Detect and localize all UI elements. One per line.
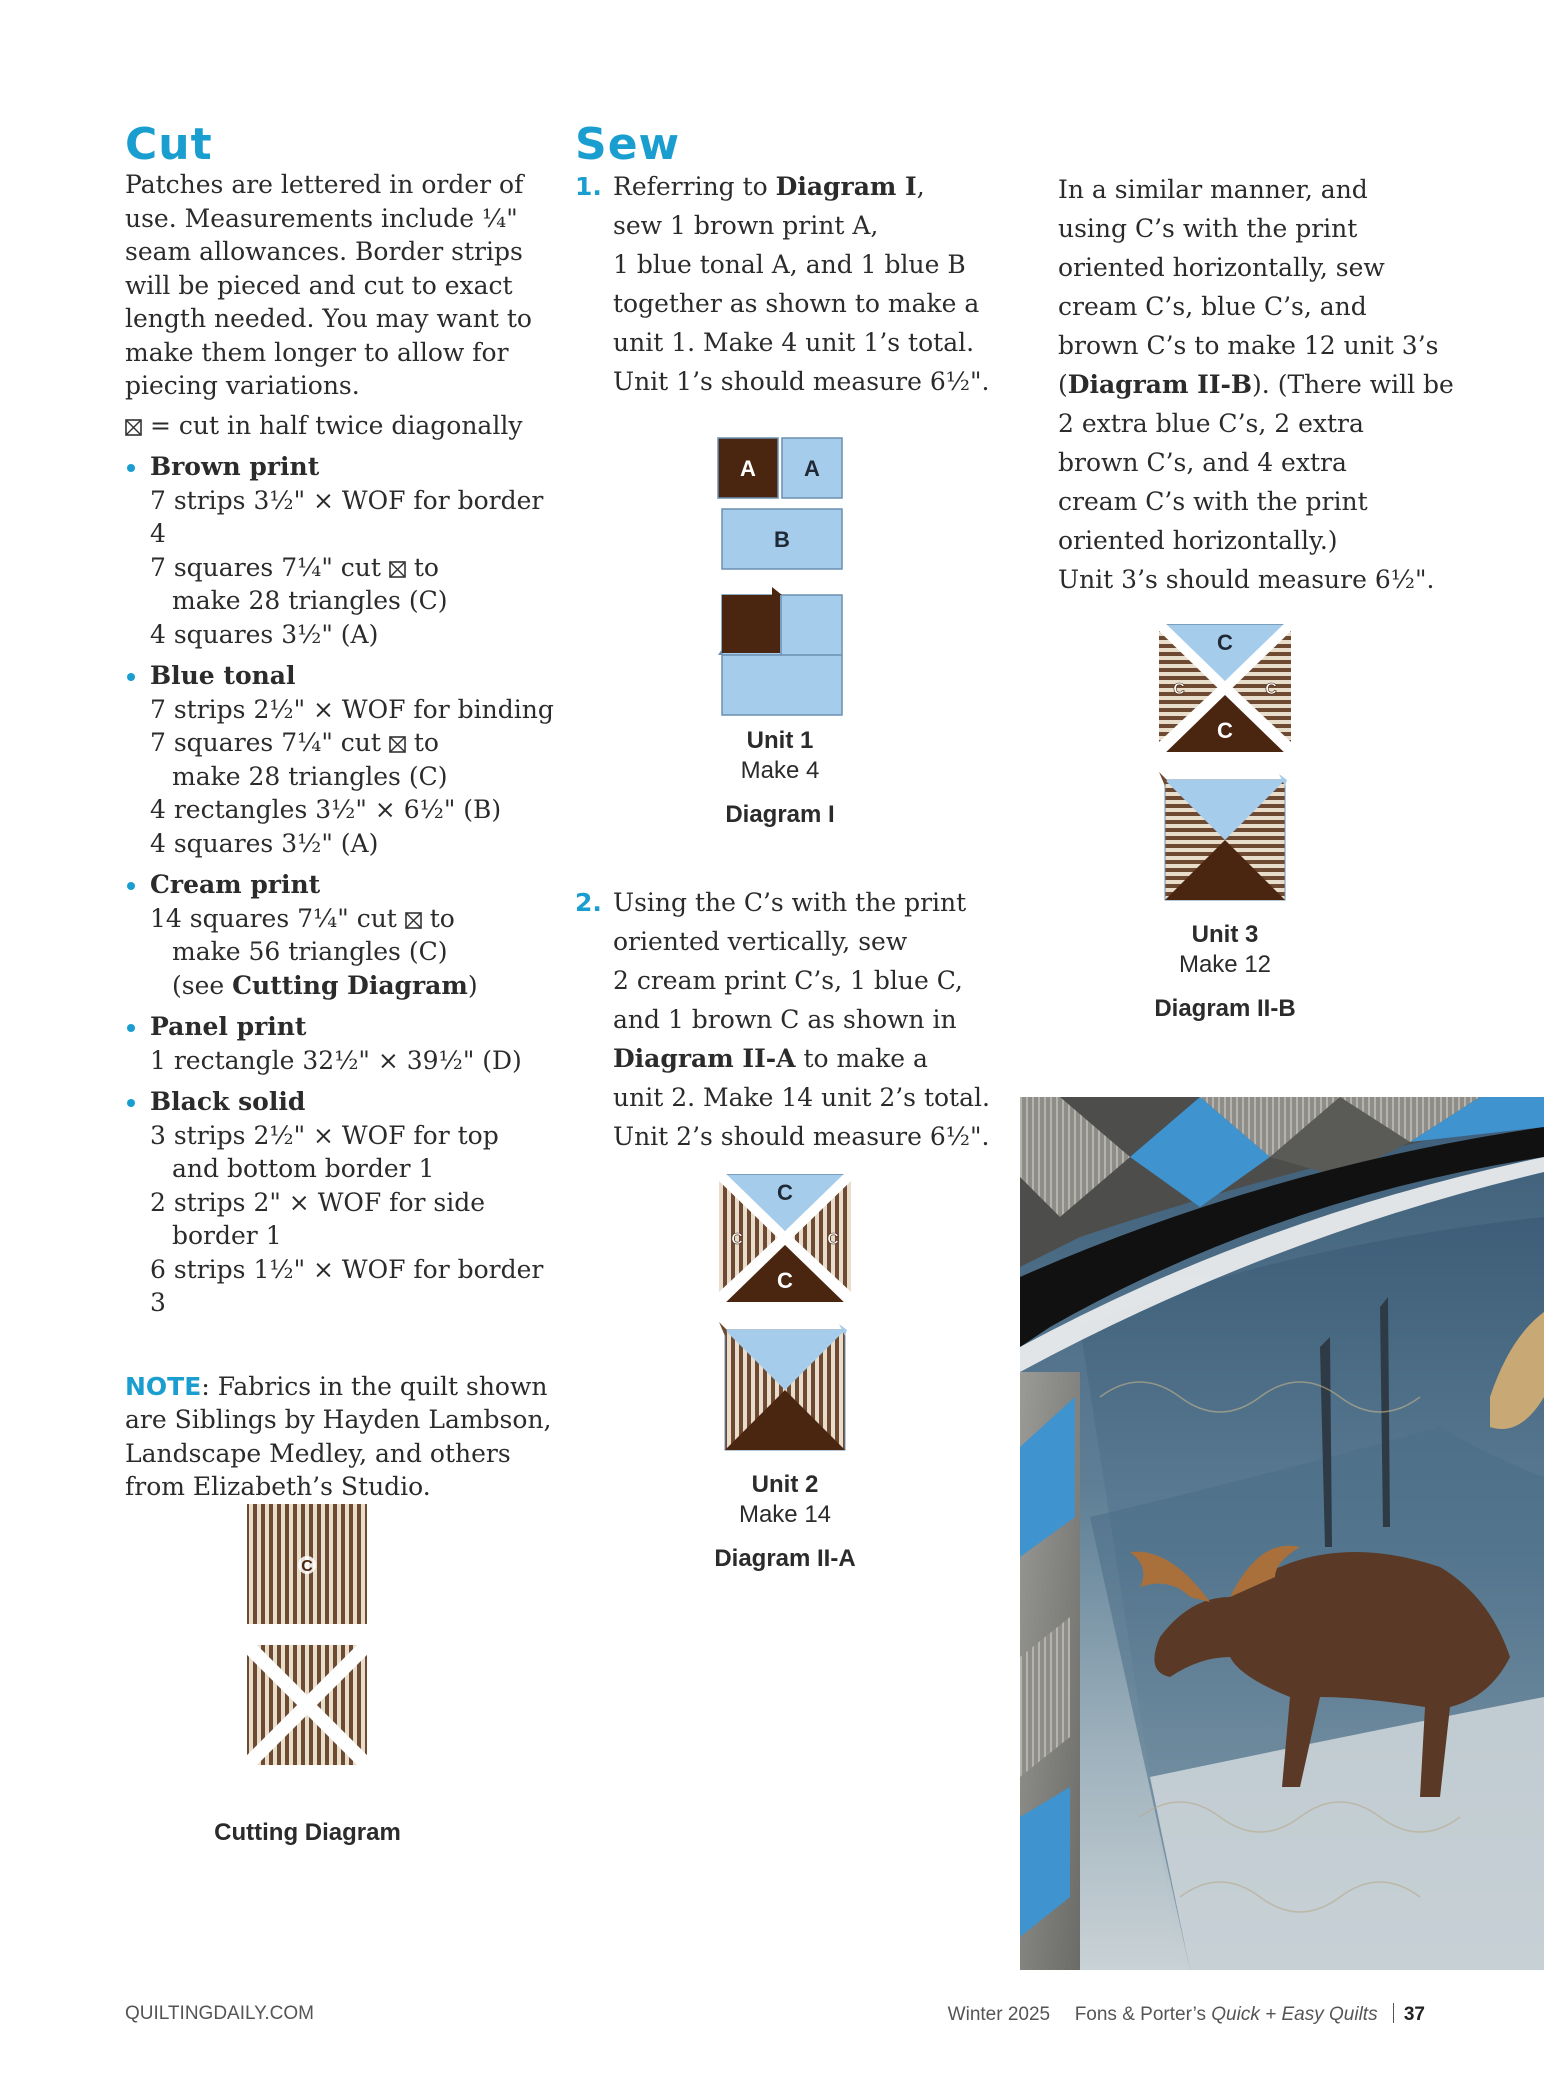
cut-legend bbox=[125, 409, 555, 443]
cut-line-suffix: to bbox=[413, 728, 439, 757]
cut-intro-line bbox=[125, 302, 555, 336]
text-segment: oriented vertically, sew bbox=[613, 927, 908, 956]
diagram-2b-left-label: C bbox=[1173, 681, 1185, 698]
diagram-2b bbox=[1154, 620, 1296, 1022]
text-segment: piecing variations. bbox=[125, 371, 360, 400]
cut-line-suffix: to bbox=[413, 552, 439, 582]
note bbox=[125, 1370, 555, 1504]
fabric-name: Black solid bbox=[150, 1087, 306, 1116]
cut-twice-diagonal-icon bbox=[389, 561, 406, 578]
footer-issue: Winter 2025 bbox=[947, 2004, 1051, 2025]
fabric-cut-line bbox=[150, 693, 555, 727]
cut-line-text: make 28 triangles (C) bbox=[172, 761, 448, 791]
cut-twice-diagonal-icon bbox=[405, 912, 422, 929]
cut-line-bold: Cutting Diagram bbox=[232, 970, 468, 1000]
step-1-text bbox=[613, 167, 995, 401]
text-segment: sew 1 brown print A, bbox=[613, 211, 879, 240]
bullet-icon bbox=[127, 673, 135, 681]
step-3-line bbox=[1058, 326, 1478, 365]
fabric-item bbox=[125, 1010, 555, 1077]
step-1-line bbox=[613, 167, 995, 206]
cut-line-text: 6 strips 1½" × WOF for border 3 bbox=[150, 1254, 544, 1317]
fabric-cut-line bbox=[150, 1186, 555, 1220]
bullet-icon bbox=[127, 464, 135, 472]
cut-intro-line bbox=[125, 235, 555, 269]
text-segment: 2 cream print C’s, 1 blue C, bbox=[613, 966, 963, 995]
text-segment: unit 1. Make 4 unit 1’s total. bbox=[613, 328, 975, 357]
fabric-cut-line bbox=[150, 1253, 555, 1320]
step-2 bbox=[575, 883, 995, 1156]
footer-divider bbox=[1393, 2003, 1394, 2023]
fabric-cut-line bbox=[150, 1044, 555, 1078]
step-2-number: 2. bbox=[575, 888, 602, 917]
step-1-line bbox=[613, 284, 995, 323]
step-1-line bbox=[613, 323, 995, 362]
step-3-line bbox=[1058, 404, 1478, 443]
patch-a-brown-label: A bbox=[740, 456, 756, 481]
cut-line-text: 2 strips 2" × WOF for side bbox=[150, 1187, 486, 1217]
diagram-2b-bottom-label: C bbox=[1217, 718, 1233, 743]
cut-line-text: 4 squares 3½" (A) bbox=[150, 619, 379, 649]
text-segment: Referring to bbox=[613, 172, 776, 201]
step-1-number: 1. bbox=[575, 172, 602, 201]
text-segment: , bbox=[916, 172, 925, 201]
cut-line-text: make 56 triangles (C) bbox=[172, 937, 448, 966]
diagram-1 bbox=[715, 435, 845, 828]
text-segment: brown C’s to make 12 unit 3’s bbox=[1058, 331, 1439, 360]
diagram-2b-make: Make 12 bbox=[1178, 951, 1272, 978]
step-1 bbox=[575, 167, 995, 401]
step-1-line bbox=[613, 362, 995, 401]
cut-intro-line bbox=[125, 369, 555, 403]
text-segment: length needed. You may want to bbox=[125, 304, 532, 333]
cut-intro bbox=[125, 168, 555, 403]
fabric-name: Cream print bbox=[150, 870, 321, 899]
bullet-icon bbox=[127, 882, 135, 890]
fabric-cut-line bbox=[150, 935, 555, 969]
cut-intro-line bbox=[125, 336, 555, 370]
step-3-line bbox=[1058, 287, 1478, 326]
step-2-line bbox=[613, 1117, 995, 1156]
diagram-2b-title: Diagram II-B bbox=[1154, 995, 1296, 1022]
fabric-name: Blue tonal bbox=[150, 661, 296, 690]
text-segment: Unit 1’s should measure 6½". bbox=[613, 367, 990, 396]
text-segment: and 1 brown C as shown in bbox=[613, 1005, 957, 1034]
diagram-2a-title: Diagram II-A bbox=[714, 1545, 856, 1572]
text-segment: brown C’s, and 4 extra bbox=[1058, 448, 1347, 477]
diagram-2a-exploded bbox=[717, 1172, 853, 1304]
footer-magazine-italic: Quick + Easy Quilts bbox=[1211, 2004, 1378, 2025]
fabric-cut-line bbox=[150, 484, 555, 551]
step-3-line bbox=[1058, 209, 1478, 248]
cut-legend-text: = cut in half twice diagonally bbox=[149, 410, 523, 440]
diagram-1-graphic bbox=[715, 435, 845, 720]
diagram-2b-graphic bbox=[1155, 620, 1295, 910]
step-2-line bbox=[613, 1000, 995, 1039]
quilt-photo bbox=[1020, 1097, 1544, 1970]
fabric-cut-line bbox=[150, 902, 555, 936]
step-2-line bbox=[613, 961, 995, 1000]
cut-column bbox=[125, 120, 555, 1504]
step-3-line bbox=[1058, 443, 1478, 482]
bullet-icon bbox=[127, 1099, 135, 1107]
text-segment: cream C’s, blue C’s, and bbox=[1058, 292, 1367, 321]
footer-credit bbox=[948, 2003, 1425, 2026]
sew-column bbox=[575, 120, 995, 401]
diagram-1-make: Make 4 bbox=[740, 757, 820, 784]
cutting-diagram-caption: Cutting Diagram bbox=[214, 1819, 401, 1846]
cut-intro-line bbox=[125, 168, 555, 202]
step-3-text bbox=[1058, 170, 1478, 599]
step-3-line bbox=[1058, 560, 1478, 599]
diagram-1-title: Diagram I bbox=[725, 801, 835, 828]
cut-line-text: 7 strips 3½" × WOF for border 4 bbox=[150, 485, 544, 548]
unit-1-block bbox=[718, 587, 842, 715]
cut-icon-wrap bbox=[381, 553, 414, 582]
text-segment: 2 extra blue C’s, 2 extra bbox=[1058, 409, 1364, 438]
text-segment: oriented horizontally.) bbox=[1058, 526, 1338, 555]
note-line: Landscape Medley, and others bbox=[125, 1438, 511, 1468]
step-3-line bbox=[1058, 365, 1478, 404]
cut-line-text: 4 rectangles 3½" × 6½" (B) bbox=[150, 795, 502, 824]
cut-line-text: 4 squares 3½" (A) bbox=[150, 828, 379, 858]
step-2-line bbox=[613, 922, 995, 961]
diagram-2a-block bbox=[719, 1322, 847, 1450]
cut-line-text: and bottom border 1 bbox=[172, 1154, 435, 1183]
step-3-line bbox=[1058, 521, 1478, 560]
cut-line-text: (see bbox=[172, 970, 233, 1000]
text-segment: Using the C’s with the print bbox=[613, 888, 967, 917]
text-segment: use. Measurements include ¼" bbox=[125, 203, 518, 233]
step-2-text bbox=[613, 883, 995, 1156]
text-segment: cream C’s with the print bbox=[1058, 487, 1368, 516]
cutting-square-label: C bbox=[301, 1558, 313, 1575]
fabric-cut-line bbox=[150, 1119, 555, 1153]
text-segment: oriented horizontally, sew bbox=[1058, 253, 1385, 282]
text-segment: will be pieced and cut to exact bbox=[125, 270, 513, 300]
fabric-cut-line bbox=[150, 827, 555, 861]
note-label: NOTE bbox=[125, 1371, 202, 1401]
fabric-cut-line bbox=[150, 969, 555, 1003]
fabric-item bbox=[125, 1085, 555, 1320]
diagram-2a-right-label: C bbox=[827, 1231, 839, 1248]
cut-line-text: 1 rectangle 32½" × 39½" (D) bbox=[150, 1045, 522, 1075]
cut-icon-wrap bbox=[397, 904, 430, 933]
diagram-2a-bottom-label: C bbox=[777, 1268, 793, 1293]
fabric-list bbox=[125, 450, 555, 1320]
text-segment: unit 2. Make 14 unit 2’s total. bbox=[613, 1083, 990, 1112]
text-segment: seam allowances. Border strips bbox=[125, 237, 523, 266]
fabric-cut-line bbox=[150, 726, 555, 760]
fabric-name: Panel print bbox=[150, 1012, 307, 1041]
cutting-diagram-graphic bbox=[245, 1500, 370, 1800]
diagram-2a-graphic bbox=[715, 1170, 855, 1460]
note-line: from Elizabeth’s Studio. bbox=[125, 1472, 431, 1501]
fabric-item bbox=[125, 450, 555, 651]
patch-a-blue-label: A bbox=[804, 456, 820, 481]
cut-line-text: 14 squares 7¼" cut bbox=[150, 903, 397, 933]
bold-reference: Diagram I bbox=[775, 172, 917, 201]
diagram-2b-block bbox=[1159, 772, 1287, 900]
cut-line-text: 7 strips 2½" × WOF for binding bbox=[150, 694, 554, 724]
quilt-photo-graphic bbox=[1020, 1097, 1544, 1970]
cutting-diagram bbox=[214, 1500, 401, 1846]
footer-page-number: 37 bbox=[1403, 2004, 1425, 2025]
step-3-line bbox=[1058, 482, 1478, 521]
cut-twice-diagonal-icon bbox=[389, 736, 406, 753]
cut-icon-wrap bbox=[381, 728, 414, 757]
diagram-2b-unit: Unit 3 bbox=[1191, 921, 1259, 948]
fabric-item bbox=[125, 868, 555, 1002]
cutting-quartered-square bbox=[247, 1645, 367, 1765]
cut-line-suffix: ) bbox=[467, 970, 478, 1000]
bold-reference: Diagram II-A bbox=[613, 1044, 796, 1073]
fabric-item bbox=[125, 659, 555, 860]
cut-intro-line bbox=[125, 202, 555, 236]
text-segment: Patches are lettered in order of bbox=[125, 170, 524, 199]
footer-magazine-prefix: Fons & Porter’s bbox=[1074, 2004, 1212, 2025]
diagram-2b-right-label: C bbox=[1265, 681, 1277, 698]
text-segment: 1 blue tonal A, and 1 blue B bbox=[613, 250, 966, 279]
text-segment: ( bbox=[1058, 370, 1068, 399]
step-2-line bbox=[613, 1078, 995, 1117]
cut-intro-line bbox=[125, 269, 555, 303]
cut-line-text: 3 strips 2½" × WOF for top bbox=[150, 1120, 499, 1150]
note-line: are Siblings by Hayden Lambson, bbox=[125, 1405, 552, 1434]
note-line: Fabrics in the quilt shown bbox=[217, 1371, 548, 1401]
fabric-cut-line bbox=[150, 1152, 555, 1186]
note-colon: : bbox=[201, 1371, 218, 1401]
text-segment: using C’s with the print bbox=[1058, 214, 1358, 243]
step-3-line bbox=[1058, 248, 1478, 287]
fabric-cut-line bbox=[150, 551, 555, 585]
sew-heading: Sew bbox=[575, 119, 681, 170]
footer-site: QUILTINGDAILY.COM bbox=[125, 2003, 314, 2024]
text-segment: In a similar manner, and bbox=[1058, 175, 1368, 204]
diagram-2a bbox=[714, 1170, 856, 1572]
diagram-2a-left-label: C bbox=[731, 1231, 743, 1248]
diagram-2b-top-label: C bbox=[1217, 630, 1233, 655]
text-segment: ). (There will be bbox=[1252, 370, 1454, 399]
diagram-2b-exploded bbox=[1157, 622, 1293, 754]
fabric-cut-line bbox=[150, 793, 555, 827]
patch-b-label: B bbox=[774, 527, 790, 552]
bold-reference: Diagram II-B bbox=[1067, 370, 1253, 399]
cut-line-suffix: to bbox=[429, 903, 455, 933]
text-segment: to make a bbox=[795, 1044, 928, 1073]
text-segment: make them longer to allow for bbox=[125, 337, 509, 367]
fabric-name: Brown print bbox=[150, 452, 320, 481]
step-1-line bbox=[613, 206, 995, 245]
fabric-cut-line bbox=[150, 618, 555, 652]
step-1-line bbox=[613, 245, 995, 284]
diagram-2a-top-label: C bbox=[777, 1180, 793, 1205]
step-2-line bbox=[613, 1039, 995, 1078]
cut-line-text: 7 squares 7¼" cut bbox=[150, 728, 381, 757]
text-segment: Unit 3’s should measure 6½". bbox=[1058, 565, 1435, 594]
fabric-cut-line bbox=[150, 1219, 555, 1253]
step-3 bbox=[1058, 170, 1478, 599]
bullet-icon bbox=[127, 1024, 135, 1032]
text-segment: together as shown to make a bbox=[613, 289, 980, 318]
fabric-cut-line bbox=[150, 760, 555, 794]
fabric-cut-line bbox=[150, 584, 555, 618]
cut-line-text: 7 squares 7¼" cut bbox=[150, 552, 381, 582]
diagram-2a-make: Make 14 bbox=[738, 1501, 832, 1528]
text-segment: Unit 2’s should measure 6½". bbox=[613, 1122, 990, 1151]
step-2-line bbox=[613, 883, 995, 922]
cut-line-text: make 28 triangles (C) bbox=[172, 586, 448, 615]
cut-twice-diagonal-icon bbox=[125, 419, 142, 436]
step-3-line bbox=[1058, 170, 1478, 209]
diagram-2a-unit: Unit 2 bbox=[751, 1471, 819, 1498]
cut-line-text: border 1 bbox=[172, 1221, 282, 1250]
cut-heading: Cut bbox=[125, 119, 213, 170]
diagram-1-unit: Unit 1 bbox=[746, 727, 814, 754]
